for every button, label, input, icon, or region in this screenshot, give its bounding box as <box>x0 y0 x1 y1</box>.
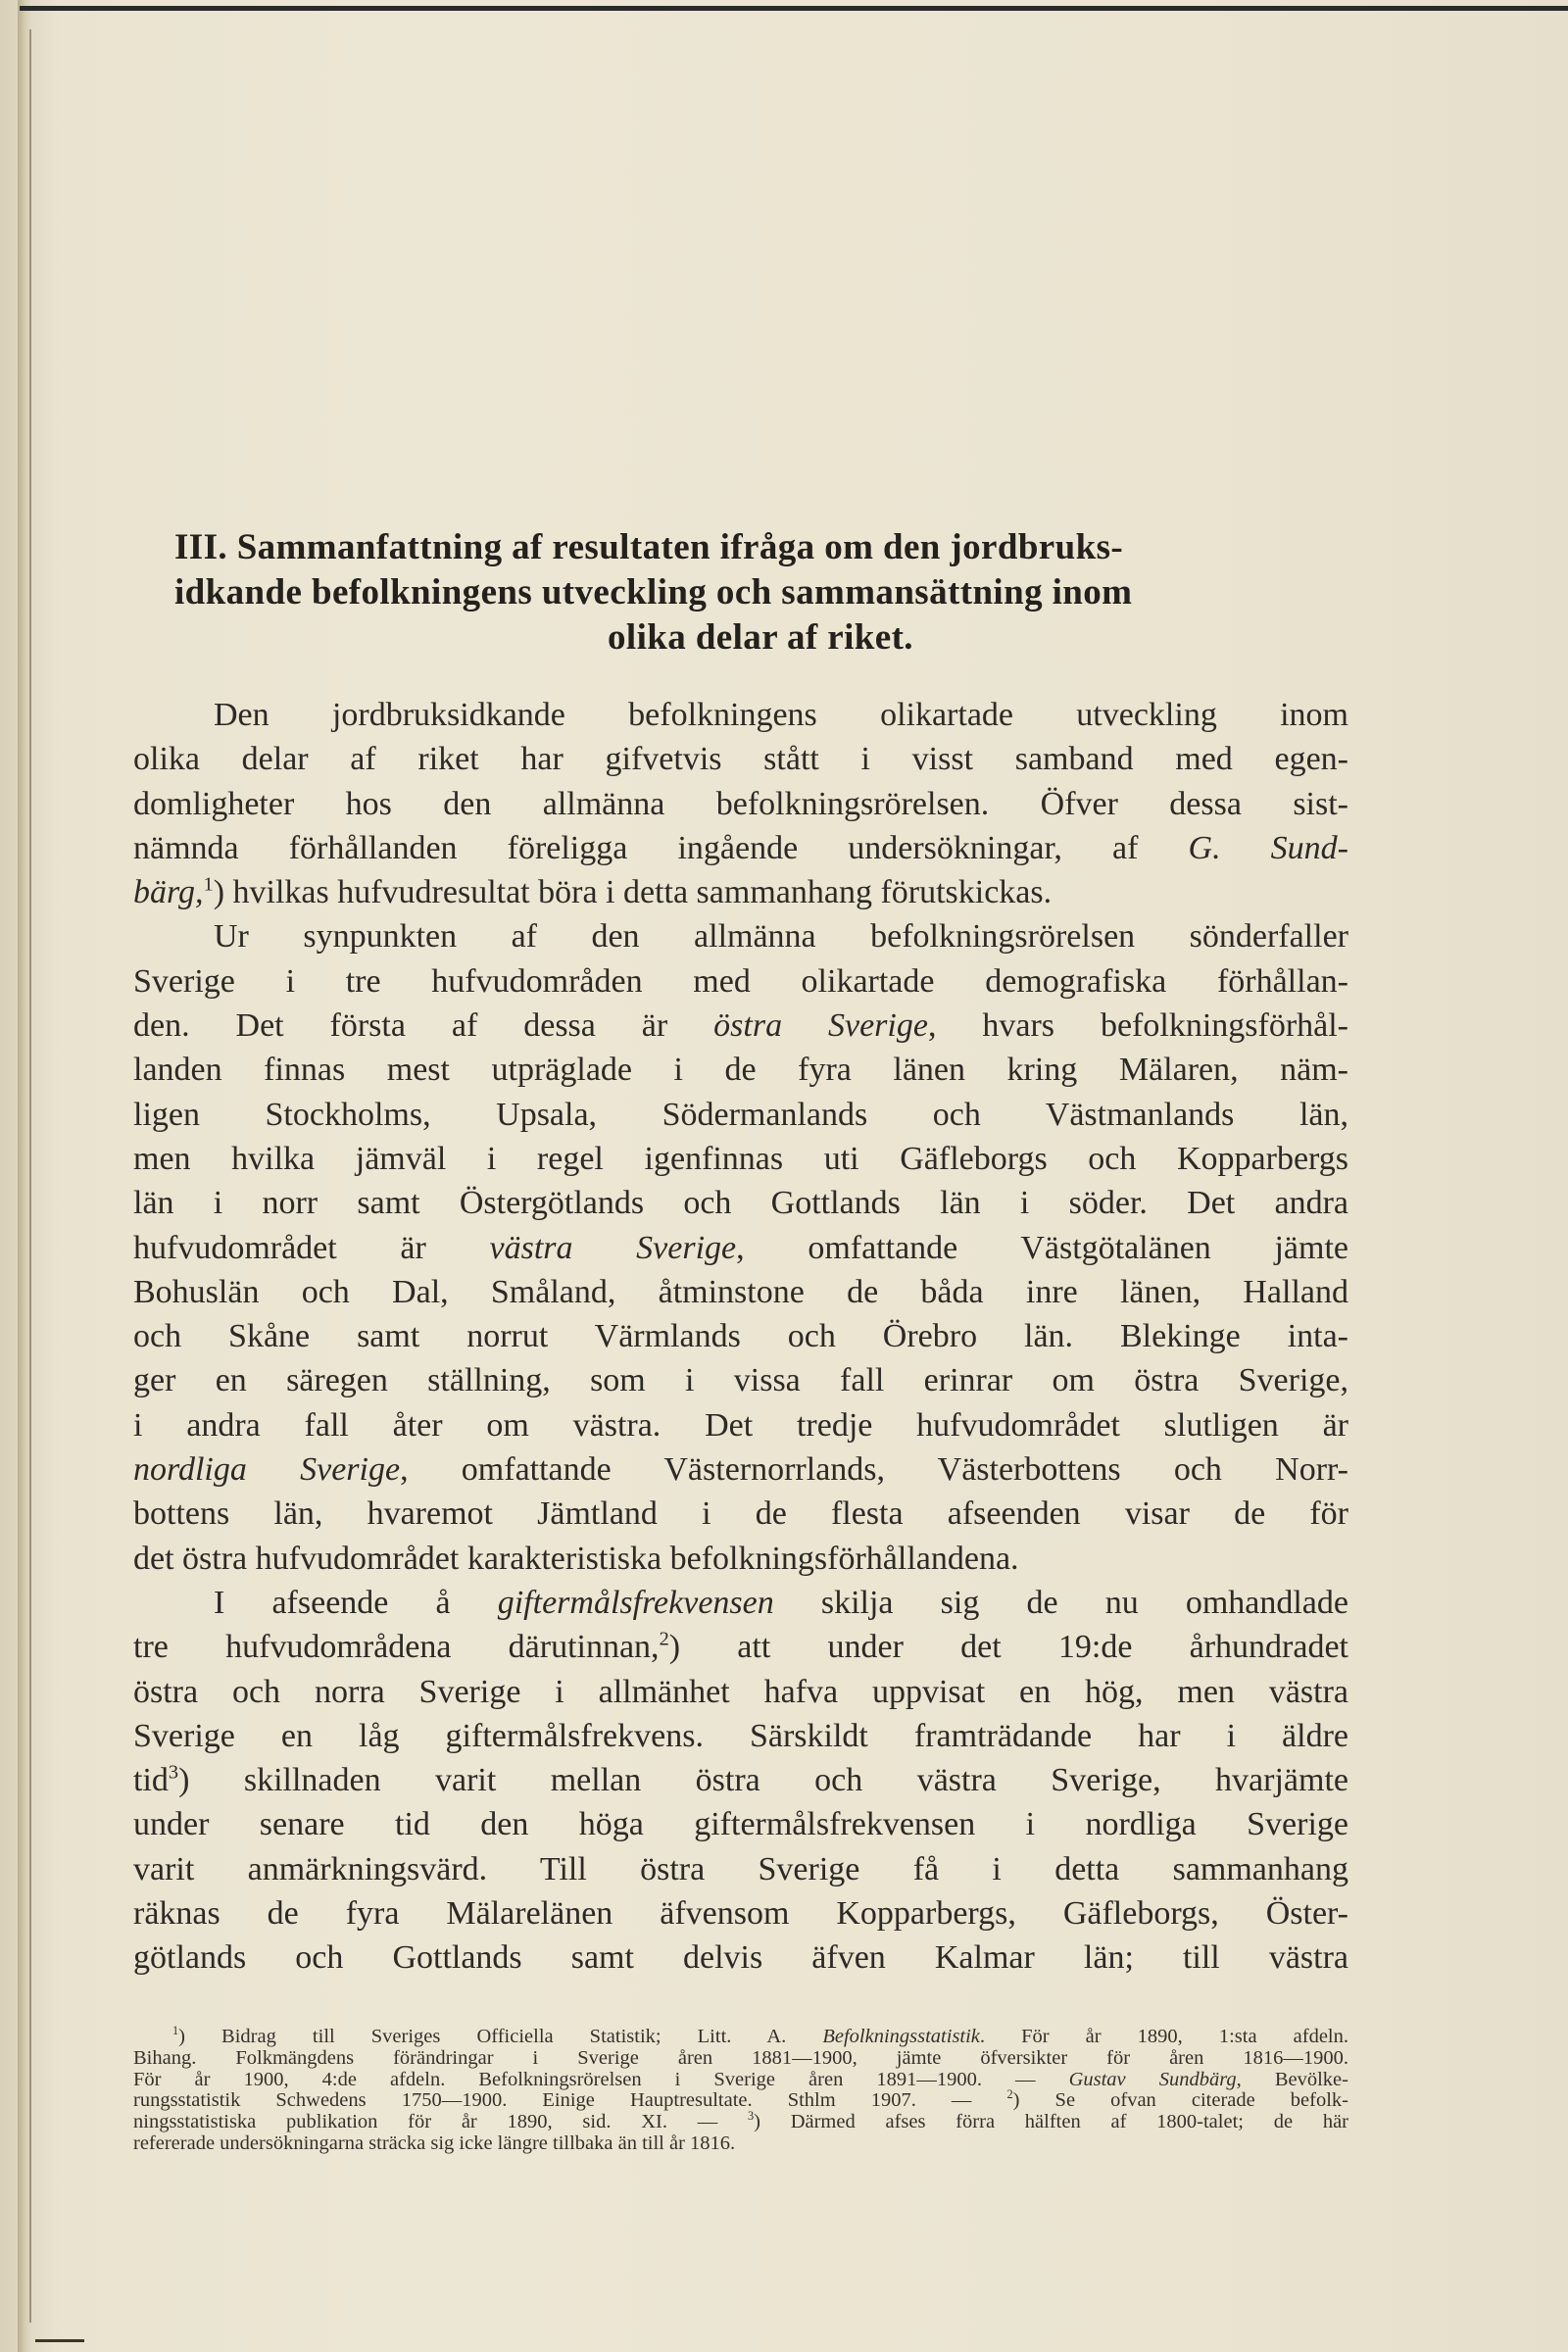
footnote-number: 2 <box>1006 2087 1013 2102</box>
emphasis: Befolkningsstatistik <box>822 2026 980 2047</box>
footnote-ref: 2 <box>659 1628 669 1650</box>
emphasis: giftermålsfrekvensen <box>497 1584 774 1621</box>
text-run: I afseende å <box>214 1584 498 1621</box>
text-run: ) Därmed afses förra hälften af 1800-talet; de här <box>754 2111 1348 2133</box>
footnote-ref: 3 <box>168 1761 179 1784</box>
text-run: ) Se ofvan citerade befolk- <box>1012 2089 1348 2112</box>
text-run: tid <box>133 1762 169 1799</box>
footnote-line <box>133 2024 1348 2048</box>
heading-line: III. Sammanfattning af resultaten ifråga om den jordbruks- <box>174 527 1124 567</box>
text-run: , omfattande Västernorrlands, Västerbottens och Norr- <box>400 1451 1349 1489</box>
text-run: rungsstatistik Schwedens 1750—1900. Einige Hauptresultate. Sthlm 1907. — <box>133 2089 1007 2112</box>
text-line: domligheter hos den allmänna befolkningsrörelsen. Öfver dessa sist- <box>133 785 1348 822</box>
heading-line: idkande befolkningens utveckling och sammansättning inom <box>174 572 1133 612</box>
text-run: ) att under det 19:de århundradet <box>668 1629 1349 1666</box>
text-line: Den jordbruksidkande befolkningens olikartade utveckling inom <box>214 697 1348 733</box>
text-line: götlands och Gottlands samt delvis äfven Kalmar län; till västra <box>133 1939 1348 1977</box>
text-line: varit anmärkningsvärd. Till östra Sverige få i detta sammanhang <box>133 1850 1348 1887</box>
top-rule <box>20 6 1568 11</box>
text-run: , omfattande Västgötalänen jämte <box>736 1229 1349 1266</box>
text-run: För år 1900, 4:de afdeln. Befolkningsrörelsen i Sverige åren 1891—1900. — <box>133 2068 1069 2090</box>
text-run: , hvars befolkningsförhål- <box>927 1007 1348 1045</box>
text-run: . För år 1890, 1:sta afdeln. <box>979 2026 1348 2047</box>
body-paragraphs <box>133 693 1348 1981</box>
footnote-line <box>133 2087 1348 2112</box>
text-run: hufvudområdet är <box>133 1229 490 1266</box>
text-line: landen finnas mest utpräglade i de fyra länen kring Mälaren, näm- <box>133 1052 1348 1089</box>
text-line: östra och norra Sverige i allmänhet hafva uppvisat en hög, men västra <box>133 1673 1348 1710</box>
text-line <box>133 826 1348 870</box>
text-run: , Bevölke- <box>1236 2068 1348 2090</box>
footnotes <box>133 2024 1348 2155</box>
footnote-ref: 1 <box>203 873 214 896</box>
page-fold-line <box>29 29 31 2323</box>
author-name: bärg, <box>133 874 204 911</box>
footnote-line <box>133 2070 1348 2091</box>
text-run: ningsstatistiska publikation för år 1890, sid. XI. — <box>133 2111 748 2133</box>
text-line <box>133 1625 1348 1669</box>
text-line: Sverige en låg giftermålsfrekvens. Särskildt framträdande har i äldre <box>133 1717 1348 1754</box>
text-run: ) hvilkas hufvudresultat böra i detta sammanhang förutskickas. <box>213 874 1053 911</box>
text-line: men hvilka jämväl i regel igenfinnas uti Gäfleborgs och Kopparbergs <box>133 1140 1348 1177</box>
text-line <box>133 1226 1348 1270</box>
text-line: Bohuslän och Dal, Småland, åtminstone de båda inre länen, Halland <box>133 1273 1348 1310</box>
emphasis: västra Sverige <box>489 1229 737 1266</box>
text-run: ) skillnaden varit mellan östra och västra Sverige, hvarjämte <box>178 1762 1348 1799</box>
text-line: ger en säregen ställning, som i vissa fall erinrar om östra Sverige, <box>133 1362 1348 1399</box>
text-line: under senare tid den höga giftermålsfrekvensen i nordliga Sverige <box>133 1806 1348 1843</box>
heading-line: olika delar af riket. <box>608 617 913 658</box>
text-line <box>133 1447 1348 1492</box>
footnote-line: refererade undersökningarna sträcka sig icke längre tillbaka än till år 1816. <box>133 2132 736 2154</box>
text-run: skilja sig de nu omhandlade <box>773 1584 1348 1621</box>
author-name: G. Sund- <box>1188 829 1348 866</box>
text-line: och Skåne samt norrut Värmlands och Örebro län. Blekinge inta- <box>133 1318 1348 1355</box>
text-line: i andra fall åter om västra. Det tredje hufvudområdet slutligen är <box>133 1406 1348 1444</box>
text-line: olika delar af riket har gifvetvis stått i visst samband med egen- <box>133 741 1348 778</box>
footnote-number: 1 <box>172 2024 179 2038</box>
section-heading <box>174 525 1347 661</box>
text-line: Ur synpunkten af den allmänna befolkningsrörelsen sönderfaller <box>214 918 1348 956</box>
text-line <box>133 870 1348 914</box>
text-run: tre hufvudområdena därutinnan, <box>133 1629 660 1666</box>
footnote-line: Bihang. Folkmängdens förändringar i Sverige åren 1881—1900, jämte öfversikter för åren 1816—1900. <box>133 2046 1348 2069</box>
text-line: ligen Stockholms, Upsala, Södermanlands och Västmanlands län, <box>133 1096 1348 1133</box>
text-line: län i norr samt Östergötlands och Gottlands län i söder. Det andra <box>133 1185 1348 1222</box>
author-name: Gustav Sundbärg <box>1068 2068 1237 2090</box>
emphasis: östra Sverige <box>713 1007 928 1045</box>
emphasis: nordliga Sverige <box>133 1451 401 1489</box>
text-line <box>133 1004 1348 1048</box>
corner-mark <box>35 2329 84 2342</box>
text-line: det östra hufvudområdet karakteristiska befolkningsförhållandena. <box>133 1540 1019 1577</box>
footnote-number: 3 <box>747 2109 755 2124</box>
text-run: den. Det första af dessa är <box>133 1007 714 1045</box>
text-line: räknas de fyra Mälarelänen äfvensom Kopparbergs, Gäfleborgs, Öster- <box>133 1895 1348 1933</box>
text-line <box>133 1758 1348 1802</box>
footnote-line <box>133 2109 1348 2133</box>
text-line: bottens län, hvaremot Jämtland i de flesta afseenden visar de för <box>133 1495 1348 1533</box>
text-line <box>133 1581 1348 1625</box>
text-line: Sverige i tre hufvudområden med olikartade demografiska förhållan- <box>133 962 1348 1000</box>
text-run: nämnda förhållanden föreligga ingående undersökningar, af <box>133 829 1189 866</box>
text-run: ) Bidrag till Sveriges Officiella Statistik; Litt. A. <box>178 2026 823 2047</box>
